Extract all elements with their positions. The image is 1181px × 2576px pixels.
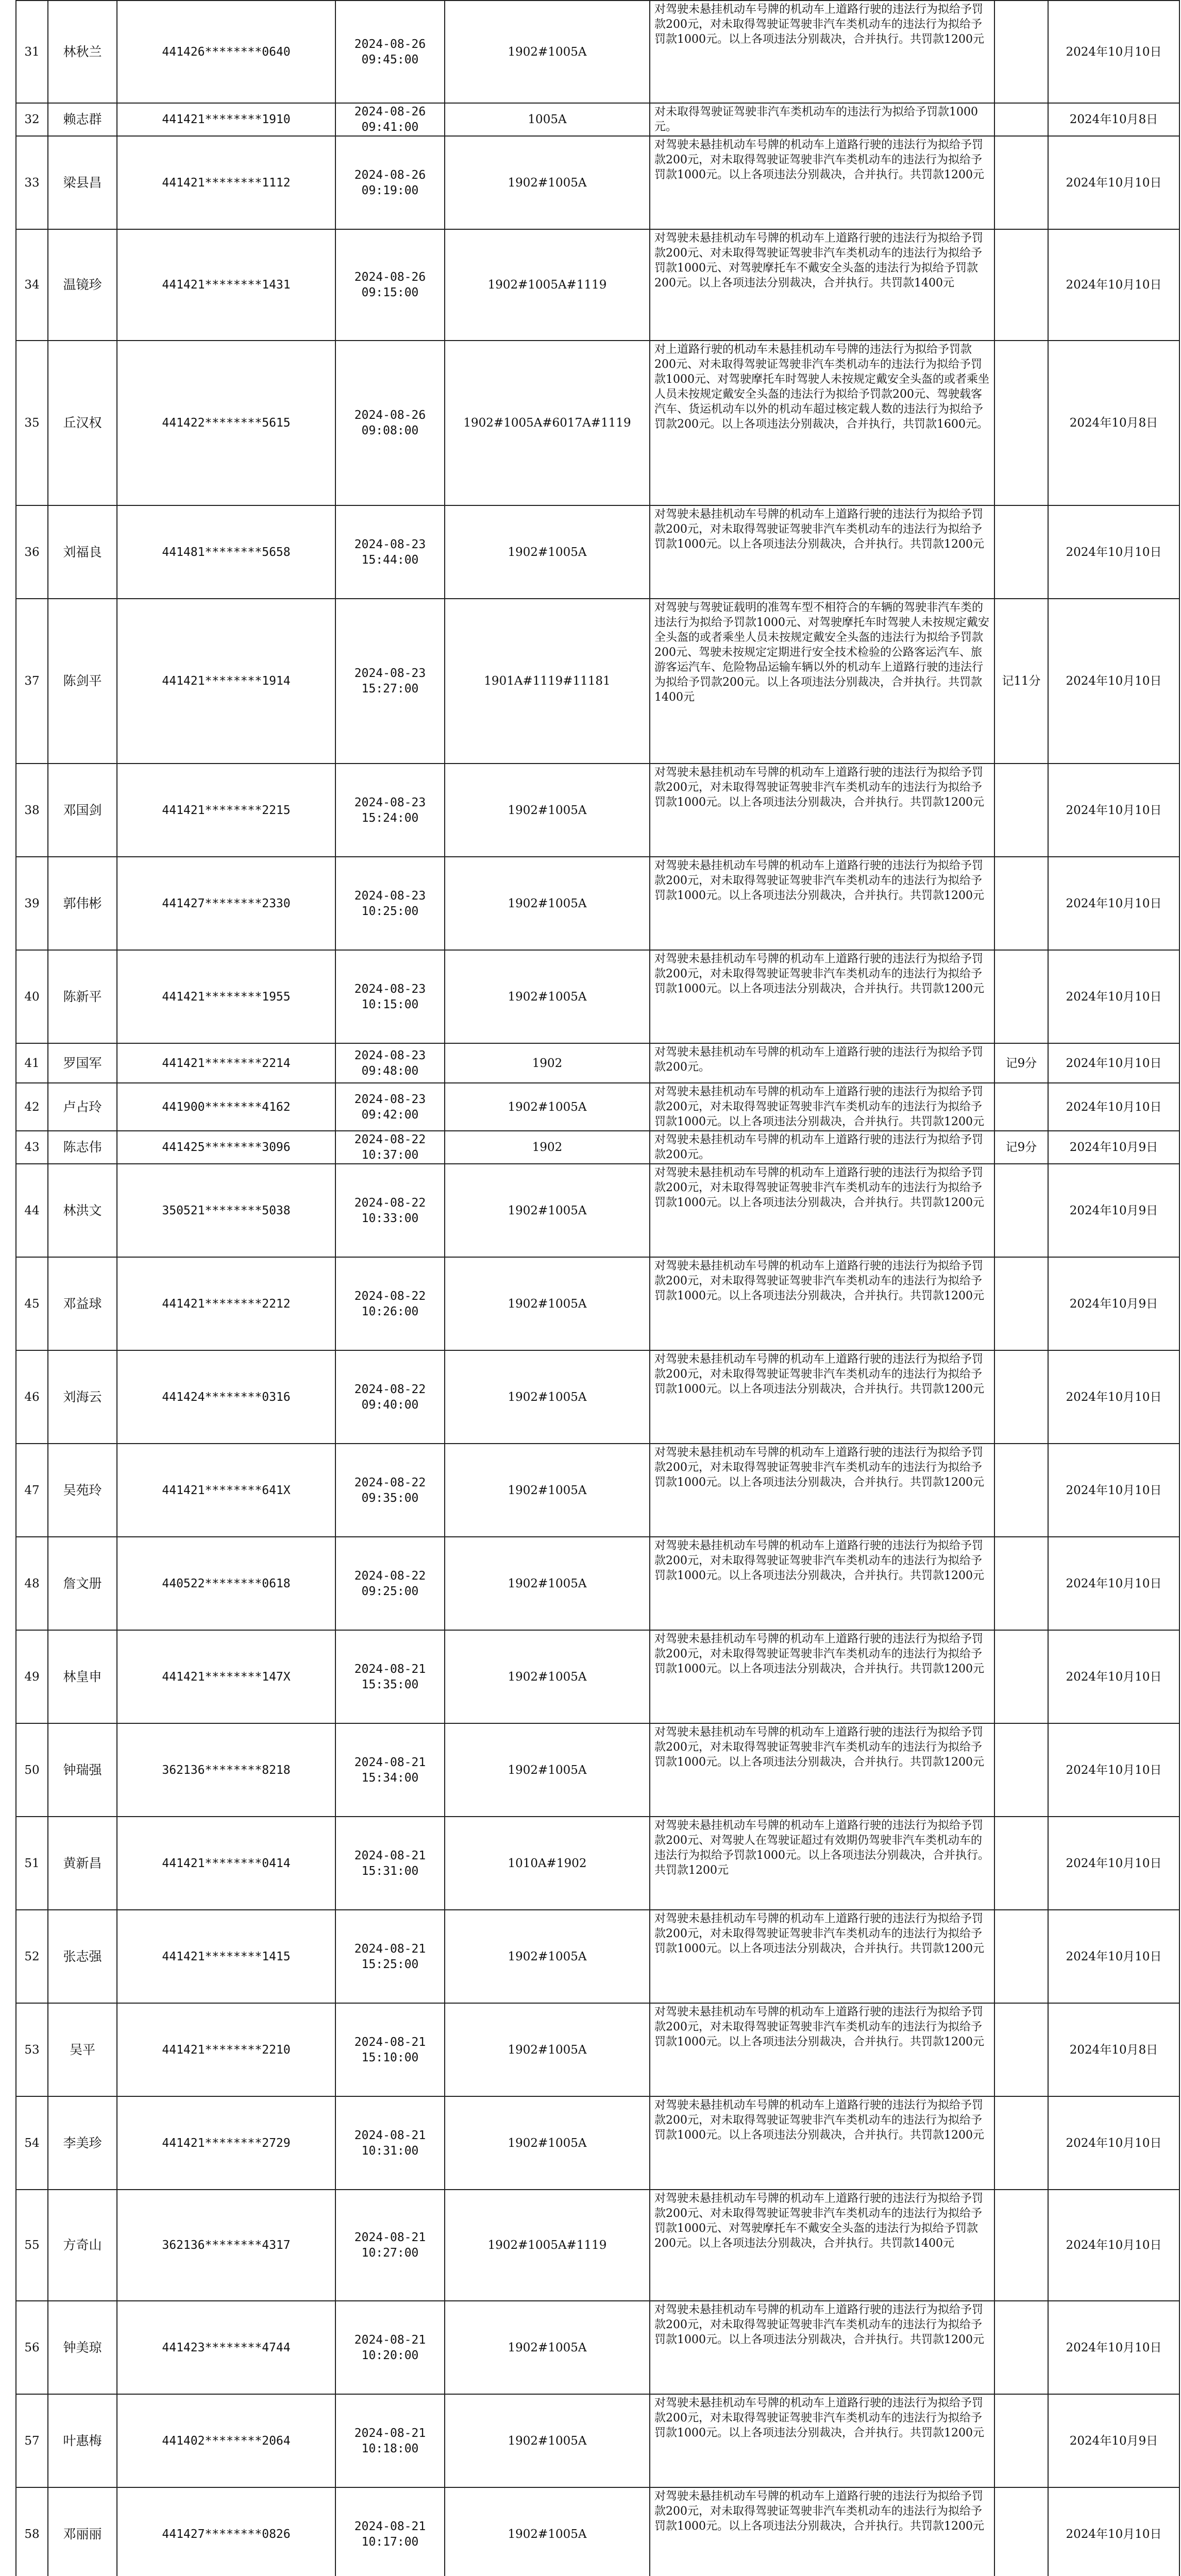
penalty-content: 对驾驶未悬挂机动车号牌的机动车上道路行驶的违法行为拟给予罚款200元，对未取得驾驶证驾驶非汽车类机动车的违法行为拟给予罚款1000元。以上各项违法分别裁决，合并执行。共罚款1200元	[650, 2003, 994, 2096]
penalty-points	[994, 2394, 1048, 2487]
penalty-record-table	[15, 0, 1180, 2576]
penalty-points	[994, 1164, 1048, 1257]
id-number: 441900********4162	[117, 1083, 335, 1131]
violation-time: 2024-08-26 09:15:00	[335, 229, 445, 341]
penalty-content: 对驾驶未悬挂机动车号牌的机动车上道路行驶的违法行为拟给予罚款200元，对未取得驾驶证驾驶非汽车类机动车的违法行为拟给予罚款1000元。以上各项违法分别裁决，合并执行。共罚款1200元	[650, 1350, 994, 1444]
table-row	[16, 857, 1179, 950]
decision-date: 2024年10月10日	[1048, 2096, 1179, 2190]
violation-code: 1902#1005A	[445, 1350, 650, 1444]
violation-code: 1902#1005A	[445, 2003, 650, 2096]
table-row	[16, 2394, 1179, 2487]
violation-time: 2024-08-21 10:31:00	[335, 2096, 445, 2190]
penalty-points	[994, 1257, 1048, 1350]
person-name: 李美珍	[48, 2096, 117, 2190]
table-row	[16, 2190, 1179, 2301]
table-row	[16, 950, 1179, 1043]
id-number: 362136********8218	[117, 1723, 335, 1817]
penalty-points	[994, 1537, 1048, 1630]
decision-date: 2024年10月10日	[1048, 1444, 1179, 1537]
person-name: 郭伟彬	[48, 857, 117, 950]
row-number: 42	[16, 1083, 48, 1131]
table-row	[16, 2096, 1179, 2190]
penalty-content: 对驾驶未悬挂机动车号牌的机动车上道路行驶的违法行为拟给予罚款200元，对未取得驾驶证驾驶非汽车类机动车的违法行为拟给予罚款1000元。以上各项违法分别裁决，合并执行。共罚款1200元	[650, 1910, 994, 2003]
row-number: 52	[16, 1910, 48, 2003]
row-number: 36	[16, 505, 48, 599]
penalty-content: 对驾驶未悬挂机动车号牌的机动车上道路行驶的违法行为拟给予罚款200元，对未取得驾驶证驾驶非汽车类机动车的违法行为拟给予罚款1000元。以上各项违法分别裁决，合并执行。共罚款1200元	[650, 1257, 994, 1350]
penalty-content: 对驾驶未悬挂机动车号牌的机动车上道路行驶的违法行为拟给予罚款200元，对未取得驾驶证驾驶非汽车类机动车的违法行为拟给予罚款1000元。以上各项违法分别裁决，合并执行。共罚款1200元	[650, 950, 994, 1043]
violation-code: 1902#1005A	[445, 1723, 650, 1817]
row-number: 50	[16, 1723, 48, 1817]
violation-code: 1902#1005A	[445, 1910, 650, 2003]
violation-code: 1902#1005A	[445, 2394, 650, 2487]
row-number: 41	[16, 1043, 48, 1083]
penalty-content: 对驾驶未悬挂机动车号牌的机动车上道路行驶的违法行为拟给予罚款200元。	[650, 1131, 994, 1164]
penalty-content: 对驾驶未悬挂机动车号牌的机动车上道路行驶的违法行为拟给予罚款200元，对未取得驾驶证驾驶非汽车类机动车的违法行为拟给予罚款1000元。以上各项违法分别裁决，合并执行。共罚款1200元	[650, 857, 994, 950]
row-number: 51	[16, 1817, 48, 1910]
row-number: 34	[16, 229, 48, 341]
violation-time: 2024-08-22 10:26:00	[335, 1257, 445, 1350]
table-row	[16, 599, 1179, 764]
penalty-content: 对驾驶未悬挂机动车号牌的机动车上道路行驶的违法行为拟给予罚款200元、对未取得驾驶证驾驶非汽车类机动车的违法行为拟给予罚款1000元、对驾驶摩托车不戴安全头盔的违法行为拟给予罚款200元。以上各项违法分别裁决，合并执行。共罚款1400元	[650, 229, 994, 341]
id-number: 441421********1914	[117, 599, 335, 764]
penalty-points	[994, 1630, 1048, 1723]
decision-date: 2024年10月8日	[1048, 103, 1179, 136]
person-name: 丘汉权	[48, 341, 117, 505]
person-name: 吴苑玲	[48, 1444, 117, 1537]
penalty-points	[994, 2190, 1048, 2301]
decision-date: 2024年10月10日	[1048, 1630, 1179, 1723]
penalty-points	[994, 2487, 1048, 2576]
table-row	[16, 764, 1179, 857]
violation-time: 2024-08-23 15:27:00	[335, 599, 445, 764]
id-number: 441421********2214	[117, 1043, 335, 1083]
person-name: 刘福良	[48, 505, 117, 599]
violation-code: 1902#1005A	[445, 1, 650, 103]
penalty-content: 对驾驶未悬挂机动车号牌的机动车上道路行驶的违法行为拟给予罚款200元，对未取得驾驶证驾驶非汽车类机动车的违法行为拟给予罚款1000元。以上各项违法分别裁决，合并执行。共罚款1200元	[650, 2096, 994, 2190]
decision-date: 2024年10月10日	[1048, 1910, 1179, 2003]
decision-date: 2024年10月10日	[1048, 505, 1179, 599]
violation-code: 1902#1005A	[445, 1444, 650, 1537]
row-number: 40	[16, 950, 48, 1043]
table-row	[16, 1630, 1179, 1723]
violation-code: 1902#1005A	[445, 857, 650, 950]
person-name: 方奇山	[48, 2190, 117, 2301]
violation-code: 1902#1005A#6017A#1119	[445, 341, 650, 505]
violation-time: 2024-08-21 15:10:00	[335, 2003, 445, 2096]
violation-time: 2024-08-22 09:35:00	[335, 1444, 445, 1537]
penalty-points	[994, 229, 1048, 341]
table-row	[16, 1164, 1179, 1257]
person-name: 陈志伟	[48, 1131, 117, 1164]
decision-date: 2024年10月8日	[1048, 341, 1179, 505]
person-name: 张志强	[48, 1910, 117, 2003]
id-number: 441424********0316	[117, 1350, 335, 1444]
decision-date: 2024年10月10日	[1048, 1, 1179, 103]
id-number: 441421********2210	[117, 2003, 335, 2096]
person-name: 林皇申	[48, 1630, 117, 1723]
violation-code: 1902#1005A	[445, 1257, 650, 1350]
decision-date: 2024年10月9日	[1048, 1164, 1179, 1257]
violation-time: 2024-08-22 09:40:00	[335, 1350, 445, 1444]
violation-time: 2024-08-26 09:41:00	[335, 103, 445, 136]
row-number: 35	[16, 341, 48, 505]
violation-time: 2024-08-21 10:27:00	[335, 2190, 445, 2301]
row-number: 56	[16, 2301, 48, 2394]
row-number: 47	[16, 1444, 48, 1537]
person-name: 梁县昌	[48, 136, 117, 229]
decision-date: 2024年10月10日	[1048, 2190, 1179, 2301]
penalty-points	[994, 1817, 1048, 1910]
penalty-content: 对驾驶未悬挂机动车号牌的机动车上道路行驶的违法行为拟给予罚款200元，对未取得驾驶证驾驶非汽车类机动车的违法行为拟给予罚款1000元。以上各项违法分别裁决，合并执行。共罚款1200元	[650, 505, 994, 599]
table-row	[16, 1723, 1179, 1817]
id-number: 441427********2330	[117, 857, 335, 950]
id-number: 441423********4744	[117, 2301, 335, 2394]
violation-code: 1902#1005A	[445, 2487, 650, 2576]
violation-time: 2024-08-23 10:15:00	[335, 950, 445, 1043]
violation-code: 1005A	[445, 103, 650, 136]
penalty-points	[994, 1083, 1048, 1131]
person-name: 林秋兰	[48, 1, 117, 103]
violation-code: 1902	[445, 1131, 650, 1164]
decision-date: 2024年10月10日	[1048, 857, 1179, 950]
decision-date: 2024年10月10日	[1048, 1043, 1179, 1083]
decision-date: 2024年10月10日	[1048, 229, 1179, 341]
violation-time: 2024-08-21 10:20:00	[335, 2301, 445, 2394]
row-number: 49	[16, 1630, 48, 1723]
row-number: 44	[16, 1164, 48, 1257]
table-row	[16, 229, 1179, 341]
id-number: 350521********5038	[117, 1164, 335, 1257]
table-body	[16, 1, 1179, 2576]
penalty-content: 对驾驶未悬挂机动车号牌的机动车上道路行驶的违法行为拟给予罚款200元，对未取得驾驶证驾驶非汽车类机动车的违法行为拟给予罚款1000元。以上各项违法分别裁决，合并执行。共罚款1200元	[650, 1537, 994, 1630]
penalty-content: 对驾驶未悬挂机动车号牌的机动车上道路行驶的违法行为拟给予罚款200元。	[650, 1043, 994, 1083]
penalty-points	[994, 2301, 1048, 2394]
person-name: 邓益球	[48, 1257, 117, 1350]
violation-time: 2024-08-21 15:34:00	[335, 1723, 445, 1817]
table-row	[16, 1817, 1179, 1910]
decision-date: 2024年10月10日	[1048, 136, 1179, 229]
id-number: 441421********147X	[117, 1630, 335, 1723]
decision-date: 2024年10月10日	[1048, 764, 1179, 857]
row-number: 53	[16, 2003, 48, 2096]
penalty-points	[994, 1350, 1048, 1444]
violation-code: 1902	[445, 1043, 650, 1083]
penalty-points	[994, 1444, 1048, 1537]
violation-time: 2024-08-23 09:48:00	[335, 1043, 445, 1083]
violation-time: 2024-08-21 15:35:00	[335, 1630, 445, 1723]
person-name: 詹文册	[48, 1537, 117, 1630]
violation-time: 2024-08-21 10:17:00	[335, 2487, 445, 2576]
row-number: 43	[16, 1131, 48, 1164]
penalty-points	[994, 1, 1048, 103]
row-number: 55	[16, 2190, 48, 2301]
table-row	[16, 2487, 1179, 2576]
table-row	[16, 136, 1179, 229]
penalty-points	[994, 1723, 1048, 1817]
violation-time: 2024-08-23 09:42:00	[335, 1083, 445, 1131]
penalty-content: 对驾驶未悬挂机动车号牌的机动车上道路行驶的违法行为拟给予罚款200元，对未取得驾驶证驾驶非汽车类机动车的违法行为拟给予罚款1000元。以上各项违法分别裁决，合并执行。共罚款1200元	[650, 1083, 994, 1131]
table-row	[16, 1910, 1179, 2003]
penalty-content: 对驾驶未悬挂机动车号牌的机动车上道路行驶的违法行为拟给予罚款200元，对未取得驾驶证驾驶非汽车类机动车的违法行为拟给予罚款1000元。以上各项违法分别裁决，合并执行。共罚款1200元	[650, 1630, 994, 1723]
penalty-content: 对驾驶未悬挂机动车号牌的机动车上道路行驶的违法行为拟给予罚款200元，对未取得驾驶证驾驶非汽车类机动车的违法行为拟给予罚款1000元。以上各项违法分别裁决，合并执行。共罚款1200元	[650, 2301, 994, 2394]
violation-time: 2024-08-23 15:44:00	[335, 505, 445, 599]
penalty-content: 对驾驶与驾驶证载明的准驾车型不相符合的车辆的驾驶非汽车类的违法行为拟给予罚款1000元、对驾驶摩托车时驾驶人未按规定戴安全头盔的或者乘坐人员未按规定戴安全头盔的违法行为拟给予罚款200元、驾驶未按规定定期进行安全技术检验的公路客运汽车、旅游客运汽车、危险物品运输车辆以外的机动车上道路行驶的违法行为拟给予罚款200元。以上各项违法分别裁决，合并执行。共罚款1400元	[650, 599, 994, 764]
table-row	[16, 1, 1179, 103]
violation-code: 1901A#1119#11181	[445, 599, 650, 764]
row-number: 32	[16, 103, 48, 136]
person-name: 吴平	[48, 2003, 117, 2096]
penalty-content: 对驾驶未悬挂机动车号牌的机动车上道路行驶的违法行为拟给予罚款200元，对未取得驾驶证驾驶非汽车类机动车的违法行为拟给予罚款1000元。以上各项违法分别裁决，合并执行。共罚款1200元	[650, 1, 994, 103]
penalty-content: 对驾驶未悬挂机动车号牌的机动车上道路行驶的违法行为拟给予罚款200元、对未取得驾驶证驾驶非汽车类机动车的违法行为拟给予罚款1000元、对驾驶摩托车不戴安全头盔的违法行为拟给予罚款200元。以上各项违法分别裁决，合并执行。共罚款1400元	[650, 2190, 994, 2301]
table-row	[16, 1350, 1179, 1444]
row-number: 46	[16, 1350, 48, 1444]
violation-code: 1902#1005A	[445, 136, 650, 229]
violation-time: 2024-08-21 10:18:00	[335, 2394, 445, 2487]
decision-date: 2024年10月10日	[1048, 2487, 1179, 2576]
row-number: 33	[16, 136, 48, 229]
table-row	[16, 1257, 1179, 1350]
violation-time: 2024-08-23 10:25:00	[335, 857, 445, 950]
penalty-points	[994, 764, 1048, 857]
id-number: 441421********1431	[117, 229, 335, 341]
violation-code: 1902#1005A	[445, 1630, 650, 1723]
decision-date: 2024年10月10日	[1048, 1083, 1179, 1131]
person-name: 陈剑平	[48, 599, 117, 764]
row-number: 54	[16, 2096, 48, 2190]
table-row	[16, 1043, 1179, 1083]
violation-time: 2024-08-22 10:37:00	[335, 1131, 445, 1164]
violation-code: 1902#1005A	[445, 1164, 650, 1257]
person-name: 叶惠梅	[48, 2394, 117, 2487]
decision-date: 2024年10月8日	[1048, 2003, 1179, 2096]
person-name: 卢占玲	[48, 1083, 117, 1131]
penalty-points	[994, 341, 1048, 505]
id-number: 441422********5615	[117, 341, 335, 505]
table-row	[16, 1444, 1179, 1537]
table-row	[16, 1131, 1179, 1164]
row-number: 37	[16, 599, 48, 764]
row-number: 38	[16, 764, 48, 857]
id-number: 441421********2729	[117, 2096, 335, 2190]
person-name: 钟瑞强	[48, 1723, 117, 1817]
person-name: 钟美琼	[48, 2301, 117, 2394]
id-number: 441421********1112	[117, 136, 335, 229]
violation-code: 1902#1005A	[445, 1537, 650, 1630]
penalty-points	[994, 505, 1048, 599]
person-name: 林洪文	[48, 1164, 117, 1257]
violation-code: 1902#1005A#1119	[445, 2190, 650, 2301]
violation-code: 1010A#1902	[445, 1817, 650, 1910]
id-number: 440522********0618	[117, 1537, 335, 1630]
penalty-points	[994, 136, 1048, 229]
decision-date: 2024年10月10日	[1048, 950, 1179, 1043]
penalty-points: 记11分	[994, 599, 1048, 764]
table-row	[16, 103, 1179, 136]
decision-date: 2024年10月9日	[1048, 2394, 1179, 2487]
penalty-content: 对驾驶未悬挂机动车号牌的机动车上道路行驶的违法行为拟给予罚款200元，对未取得驾驶证驾驶非汽车类机动车的违法行为拟给予罚款1000元。以上各项违法分别裁决，合并执行。共罚款1200元	[650, 136, 994, 229]
penalty-points: 记9分	[994, 1131, 1048, 1164]
id-number: 441421********641X	[117, 1444, 335, 1537]
violation-time: 2024-08-21 15:25:00	[335, 1910, 445, 2003]
decision-date: 2024年10月9日	[1048, 1131, 1179, 1164]
penalty-points: 记9分	[994, 1043, 1048, 1083]
violation-code: 1902#1005A	[445, 505, 650, 599]
row-number: 48	[16, 1537, 48, 1630]
id-number: 441481********5658	[117, 505, 335, 599]
penalty-points	[994, 1910, 1048, 2003]
id-number: 441421********0414	[117, 1817, 335, 1910]
person-name: 赖志群	[48, 103, 117, 136]
decision-date: 2024年10月10日	[1048, 1723, 1179, 1817]
row-number: 57	[16, 2394, 48, 2487]
id-number: 441425********3096	[117, 1131, 335, 1164]
violation-time: 2024-08-26 09:19:00	[335, 136, 445, 229]
decision-date: 2024年10月10日	[1048, 599, 1179, 764]
id-number: 441402********2064	[117, 2394, 335, 2487]
table-row	[16, 1083, 1179, 1131]
table-row	[16, 2003, 1179, 2096]
decision-date: 2024年10月10日	[1048, 1350, 1179, 1444]
person-name: 黄新昌	[48, 1817, 117, 1910]
violation-code: 1902#1005A	[445, 950, 650, 1043]
penalty-content: 对驾驶未悬挂机动车号牌的机动车上道路行驶的违法行为拟给予罚款200元，对未取得驾驶证驾驶非汽车类机动车的违法行为拟给予罚款1000元。以上各项违法分别裁决，合并执行。共罚款1200元	[650, 1444, 994, 1537]
id-number: 441427********0826	[117, 2487, 335, 2576]
person-name: 刘海云	[48, 1350, 117, 1444]
penalty-points	[994, 2003, 1048, 2096]
violation-time: 2024-08-23 15:24:00	[335, 764, 445, 857]
violation-time: 2024-08-26 09:08:00	[335, 341, 445, 505]
id-number: 441421********1415	[117, 1910, 335, 2003]
id-number: 441421********2212	[117, 1257, 335, 1350]
person-name: 邓丽丽	[48, 2487, 117, 2576]
penalty-points	[994, 950, 1048, 1043]
row-number: 31	[16, 1, 48, 103]
table-row	[16, 505, 1179, 599]
person-name: 陈新平	[48, 950, 117, 1043]
penalty-content: 对驾驶未悬挂机动车号牌的机动车上道路行驶的违法行为拟给予罚款200元，对未取得驾驶证驾驶非汽车类机动车的违法行为拟给予罚款1000元。以上各项违法分别裁决，合并执行。共罚款1200元	[650, 2394, 994, 2487]
decision-date: 2024年10月10日	[1048, 1537, 1179, 1630]
penalty-points	[994, 2096, 1048, 2190]
person-name: 罗国军	[48, 1043, 117, 1083]
penalty-points	[994, 103, 1048, 136]
person-name: 温镜珍	[48, 229, 117, 341]
violation-time: 2024-08-22 10:33:00	[335, 1164, 445, 1257]
penalty-content: 对驾驶未悬挂机动车号牌的机动车上道路行驶的违法行为拟给予罚款200元、对驾驶人在驾驶证超过有效期仍驾驶非汽车类机动车的违法行为拟给予罚款1000元。以上各项违法分别裁决，合并执行。共罚款1200元	[650, 1817, 994, 1910]
violation-time: 2024-08-21 15:31:00	[335, 1817, 445, 1910]
penalty-content: 对驾驶未悬挂机动车号牌的机动车上道路行驶的违法行为拟给予罚款200元，对未取得驾驶证驾驶非汽车类机动车的违法行为拟给予罚款1000元。以上各项违法分别裁决，合并执行。共罚款1200元	[650, 764, 994, 857]
penalty-content: 对驾驶未悬挂机动车号牌的机动车上道路行驶的违法行为拟给予罚款200元，对未取得驾驶证驾驶非汽车类机动车的违法行为拟给予罚款1000元。以上各项违法分别裁决，合并执行。共罚款1200元	[650, 2487, 994, 2576]
decision-date: 2024年10月10日	[1048, 1817, 1179, 1910]
penalty-content: 对未取得驾驶证驾驶非汽车类机动车的违法行为拟给予罚款1000元。	[650, 103, 994, 136]
penalty-content: 对驾驶未悬挂机动车号牌的机动车上道路行驶的违法行为拟给予罚款200元，对未取得驾驶证驾驶非汽车类机动车的违法行为拟给予罚款1000元。以上各项违法分别裁决，合并执行。共罚款1200元	[650, 1164, 994, 1257]
violation-code: 1902#1005A	[445, 2096, 650, 2190]
violation-time: 2024-08-22 09:25:00	[335, 1537, 445, 1630]
violation-code: 1902#1005A	[445, 764, 650, 857]
penalty-content: 对上道路行驶的机动车未悬挂机动车号牌的违法行为拟给予罚款200元、对未取得驾驶证驾驶非汽车类机动车的违法行为拟给予罚款1000元、对驾驶摩托车时驾驶人未按规定戴安全头盔的或者乘坐人员未按规定戴安全头盔的违法行为拟给予罚款200元、驾驶载客汽车、货运机动车以外的机动车超过核定载人数的违法行为拟给予罚款200元。以上各项违法分别裁决，合并执行，共罚款1600元。	[650, 341, 994, 505]
decision-date: 2024年10月9日	[1048, 1257, 1179, 1350]
violation-code: 1902#1005A	[445, 1083, 650, 1131]
table-row	[16, 1537, 1179, 1630]
table-row	[16, 341, 1179, 505]
row-number: 39	[16, 857, 48, 950]
row-number: 58	[16, 2487, 48, 2576]
id-number: 441421********2215	[117, 764, 335, 857]
id-number: 362136********4317	[117, 2190, 335, 2301]
id-number: 441426********0640	[117, 1, 335, 103]
id-number: 441421********1910	[117, 103, 335, 136]
id-number: 441421********1955	[117, 950, 335, 1043]
violation-time: 2024-08-26 09:45:00	[335, 1, 445, 103]
table-row	[16, 2301, 1179, 2394]
row-number: 45	[16, 1257, 48, 1350]
penalty-content: 对驾驶未悬挂机动车号牌的机动车上道路行驶的违法行为拟给予罚款200元，对未取得驾驶证驾驶非汽车类机动车的违法行为拟给予罚款1000元。以上各项违法分别裁决，合并执行。共罚款1200元	[650, 1723, 994, 1817]
person-name: 邓国剑	[48, 764, 117, 857]
decision-date: 2024年10月10日	[1048, 2301, 1179, 2394]
penalty-points	[994, 857, 1048, 950]
violation-code: 1902#1005A#1119	[445, 229, 650, 341]
violation-code: 1902#1005A	[445, 2301, 650, 2394]
